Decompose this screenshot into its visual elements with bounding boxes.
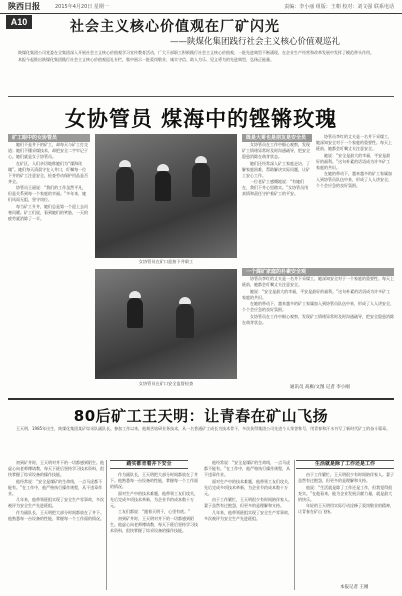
photo-safety-check — [95, 269, 237, 379]
feature-two-intro — [8, 426, 394, 456]
feature-two-byline: 本报记者 王刚 — [340, 585, 369, 590]
feature-one-lower — [242, 268, 394, 368]
lead-paragraph: 陕煤化集团公司党委在全集团深入开展社会主义核心价值观学习宣传教育活动，广大干部职工积极践行社会主义核心价值观，一批先进典型不断涌现，在企业生产经营和改革发展中发挥了模范带头作用。 — [18, 50, 374, 55]
feature-two-column-2 — [110, 472, 200, 590]
section-heading: 矿工眼中的女协管员 — [8, 134, 90, 142]
body-paragraph: 由于工作繁忙，王天明很少有时间陪伴家人。妻子虽然有过抱怨，但更多的是理解和支持。 — [204, 497, 292, 508]
body-paragraph: 他说：“生活就是除了工作还是工作，但我觉得很充实。”在他看来，能为企业发展贡献力量，就是最大的快乐。 — [298, 484, 393, 502]
body-paragraph: 他经常说：“安全是煤矿的生命线，一点马虎都不能有。”在工作中，他严格执行操作规程，从不违章作业。 — [8, 478, 103, 496]
body-paragraph: 女协管员在工作中细心观察，发现矿工情绪异常时及时沟通疏导，把安全隐患消除在萌芽状态。 — [242, 313, 394, 325]
column-rule — [106, 460, 107, 590]
box-heading: 生活就是除了工作还是工作 — [296, 460, 394, 469]
body-paragraph: 作为副队长，王天明把大部分时间都放在了井下。他熟悉每一台设备的性能，掌握每一个工作面的情况。 — [110, 472, 198, 489]
body-paragraph: 每当矿工升井，她们总是第一个迎上去问寒问暖。矿工们说，看到她们的笑脸，一天的疲劳就消除了一半。 — [8, 203, 88, 221]
page-header-bar — [0, 0, 402, 14]
feature-one-title: 女协管员 煤海中的铿锵玫瑰 — [64, 107, 338, 131]
editor-info: 责编：李小丽 组版：王朝 校对：刘文强 联系电话 — [284, 4, 394, 10]
body-paragraph: 协管员王丽说：“我们的工作虽然平凡，但是关系到每一个家庭的幸福。”多年来，她们风雨无阻，坚守岗位。 — [8, 185, 87, 202]
top-story-lead — [8, 50, 394, 94]
issue-date: 2015年4月20日 星期一 — [55, 4, 109, 10]
body-paragraph: 工友们都说：“跟着天明干，心里有底。” — [118, 509, 191, 514]
body-paragraph: 面对生产中的技术难题，他带领工友们攻关，先后完成多项技术革新，为企业节约成本数十万元。 — [204, 478, 292, 496]
body-paragraph: 初到矿井时，王天明对井下的一切都感到陌生。他虚心向老师傅请教，每天下班后坚持学习技术资料，很快掌握了综采设备的操作技能。 — [8, 460, 104, 477]
section-divider — [8, 398, 394, 400]
masthead: 陕西日报 — [8, 1, 40, 11]
body-paragraph: 在矿区，人们亲切地称她们为“煤海玫瑰”。她们每天清晨守在入井口，叮嘱每一位下井的矿工注意安全，检查劳动保护用品是否齐全。 — [8, 160, 88, 184]
body-paragraph: 她说：“安全是最大的幸福，平安是最好的福利。”这句朴素的话语成为许多矿工家庭的共识。 — [242, 288, 391, 300]
body-paragraph: 在她的带动下，越来越多的矿工家属加入到协管员队伍中来，形成了人人讲安全、个个会应急的良好氛围。 — [242, 301, 394, 312]
body-paragraph: 一位老矿工感慨地说：“有她们在，我们下井心里踏实。”女协管员用真情和责任守护着矿工的平安。 — [242, 179, 309, 196]
top-story-subheadline: ——陕煤化集团践行社会主义核心价值观巡礼 — [170, 37, 341, 47]
body-paragraph: 在她的带动下，越来越多的矿工家属加入到协管员队伍中来，形成了人人讲安全、个个会应急的良好氛围。 — [316, 171, 392, 188]
body-paragraph: 由于工作繁忙，王天明很少有时间陪伴家人。妻子虽然有过抱怨，但更多的是理解和支持。 — [298, 472, 394, 483]
feature-two-column-1 — [8, 460, 104, 590]
body-paragraph: 她说：“安全是最大的幸福，平安是最好的福利。”这句朴素的话语成为许多矿工家庭的共识。 — [316, 152, 391, 170]
photo-miners-entrance — [95, 134, 237, 258]
divider — [8, 96, 394, 97]
body-paragraph: 年轻的王天明用实际行动诠释了爱岗敬业的精神，让青春在矿山飞扬。 — [298, 503, 394, 514]
feature-two-column-4 — [298, 472, 394, 582]
column-rule — [294, 460, 295, 590]
body-paragraph: 面对生产中的技术难题，他带领工友们攻关，先后完成多项技术革新，为企业节约成本数十万元。 — [110, 490, 198, 508]
section-heading: 既是大哥也是朋友是安全员 — [242, 134, 312, 142]
lead-paragraph: 本报今起推出陕煤化集团践行社会主义核心价值观巡礼专栏，集中展示一批爱岗敬业、诚实守信、助人为乐、见义勇为的先进典型，弘扬正能量。 — [18, 56, 274, 62]
photo-caption: 女协管员在矿口安全监督检查 — [138, 381, 194, 386]
body-paragraph: 她们不是井下的矿工，却每天与矿工打交道；她们不懂采煤技术，却把安全二字牢记于心。她们就是女子协管员。 — [8, 142, 88, 159]
body-paragraph: 协管员李红的丈夫是一名井下采煤工，她深知安全对于一个家庭的重要性。每天上班前，她都会叮嘱丈夫注意安全。 — [316, 134, 392, 151]
section-heading: 一个煤矿家庭的朴素安全观 — [242, 268, 394, 276]
feature-two-column-3 — [204, 460, 292, 590]
photo-caption: 女协管员在矿口迎接下井职工 — [138, 259, 194, 264]
feature-two-headline: 80后矿工王天明：让青春在矿山飞扬 — [73, 407, 329, 425]
body-paragraph: 作为副队长，王天明把大部分时间都放在了井下。他熟悉每一台设备的性能，掌握每一个工作面的情况。 — [8, 509, 104, 521]
body-paragraph: 几年来，他带领班组实现了安全生产零事故，多次被评为安全生产先进班组。 — [204, 509, 292, 521]
box-heading: 踏实都肯着井下安全 — [110, 460, 188, 469]
page-number: A10 — [6, 15, 32, 29]
feature-one-column-a — [8, 134, 90, 396]
top-story-headline: 社会主义核心价值观在厂矿闪光 — [70, 19, 280, 35]
body-paragraph: 女协管员在工作中细心观察，发现矿工情绪异常时及时沟通疏导，把安全隐患消除在萌芽状态。 — [242, 142, 310, 159]
feature-one-byline: 通讯员 高雁/文图 记者 李小刚 — [290, 385, 350, 390]
intro-paragraph: 王天明，1985年出生，陕煤化集团某矿综采队副队长。参加工作以来，他刻苦钻研业务技术，从一名普通矿工成长为技术骨干，多次获得集团公司先进个人荣誉称号，用青春和汗水书写了新时代矿工的奋斗篇章。 — [16, 426, 391, 431]
body-paragraph: 她们还经常深入矿工家庭走访，了解家庭困难，帮助解决实际问题，让矿工安心工作。 — [242, 160, 310, 178]
body-paragraph: 几年来，他带领班组实现了安全生产零事故，多次被评为安全生产先进班组。 — [8, 497, 104, 508]
body-paragraph: 他经常说：“安全是煤矿的生命线，一点马虎都不能有。”在工作中，他严格执行操作规程，从不违章作业。 — [204, 460, 291, 477]
body-paragraph: 初到矿井时，王天明对井下的一切都感到陌生。他虚心向老师傅请教，每天下班后坚持学习技术资料，很快掌握了综采设备的操作技能。 — [110, 515, 198, 533]
body-paragraph: 协管员李红的丈夫是一名井下采煤工，她深知安全对于一个家庭的重要性。每天上班前，她都会叮嘱丈夫注意安全。 — [242, 276, 394, 287]
